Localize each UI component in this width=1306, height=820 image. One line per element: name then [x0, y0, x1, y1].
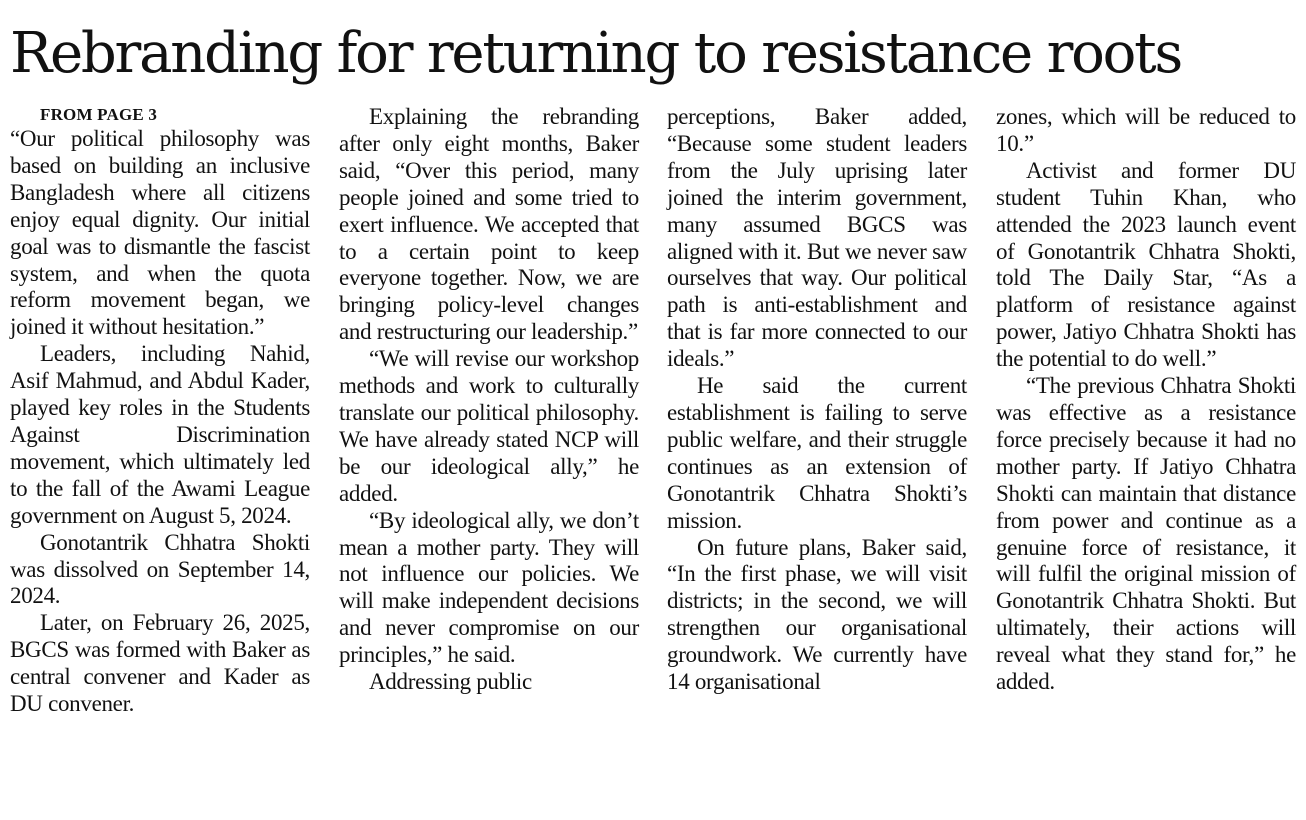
- paragraph: Later, on February 26, 2025, BGCS was formed with Baker as central convener and Kader as DU convener.: [10, 610, 310, 717]
- paragraph: “Our political philosophy was based on building an inclusive Bangladesh where all citizens enjoy equal dignity. Our initial goal was to dismantle the fascist system, and when the quota reform movement began, we joined it without hesitation.”: [10, 126, 310, 340]
- paragraph: Leaders, including Nahid, Asif Mahmud, and Abdul Kader, played key roles in the Students Against Discrimination movement, which ultimately led to the fall of the Awami League government on August 5, 2024.: [10, 341, 310, 528]
- paragraph: Gonotantrik Chhatra Shokti was dissolved on September 14, 2024.: [10, 529, 310, 609]
- paragraph: “The previous Chhatra Shokti was effective as a resistance force precisely because it had no mother party. If Jatiyo Chhatra Shokti can maintain that distance from power and continue as a genuine force of resistance, it will fulfil the original mission of Gonotantrik Chhatra Shokti. But ultimately, their actions will reveal what they stand for,” he added.: [996, 373, 1296, 695]
- headline: Rebranding for returning to resistance roots: [10, 21, 1182, 86]
- paragraph: He said the current establishment is failing to serve public welfare, and their struggle continues as an extension of Gonotantrik Chhatra Shokti’s mission.: [667, 373, 967, 533]
- continuation-kicker: FROM PAGE 3: [40, 105, 158, 124]
- paragraph: Addressing public: [369, 669, 532, 695]
- article-column-1: [10, 104, 310, 718]
- article-column-2: [339, 104, 639, 696]
- paragraph: On future plans, Baker said, “In the first phase, we will visit districts; in the second, we will strengthen our organisational groundwork. We currently have 14 organisational: [667, 534, 967, 695]
- paragraph-continued: zones, which will be reduced to 10.”: [996, 104, 1296, 156]
- article-column-3: [667, 104, 967, 696]
- paragraph: “By ideological ally, we don’t mean a mother party. They will not influence our policies. We will make independent decisions and never compromise on our principles,” he said.: [339, 507, 639, 668]
- article-body: [10, 104, 1296, 816]
- paragraph: “We will revise our workshop methods and work to culturally translate our political philosophy. We have already stated NCP will be our ideological ally,” he added.: [339, 346, 639, 506]
- paragraph: Activist and former DU student Tuhin Khan, who attended the 2023 launch event of Gonotantrik Chhatra Shokti, told The Daily Star, “As a platform of resistance against power, Jatiyo Chhatra Shokti has the potential to do well.”: [996, 157, 1296, 372]
- paragraph: Explaining the rebranding after only eight months, Baker said, “Over this period, many people joined and some tried to exert influence. We accepted that to a certain point to keep everyone together. Now, we are bringing policy-level changes and restructuring our leadership.”: [339, 104, 639, 345]
- paragraph-continued: perceptions, Baker added, “Because some student leaders from the July uprising later joined the interim government, many assumed BGCS was aligned with it. But we never saw ourselves that way. Our political path is anti-establishment and that is far more connected to our ideals.”: [667, 104, 967, 372]
- article-column-4: [996, 104, 1296, 696]
